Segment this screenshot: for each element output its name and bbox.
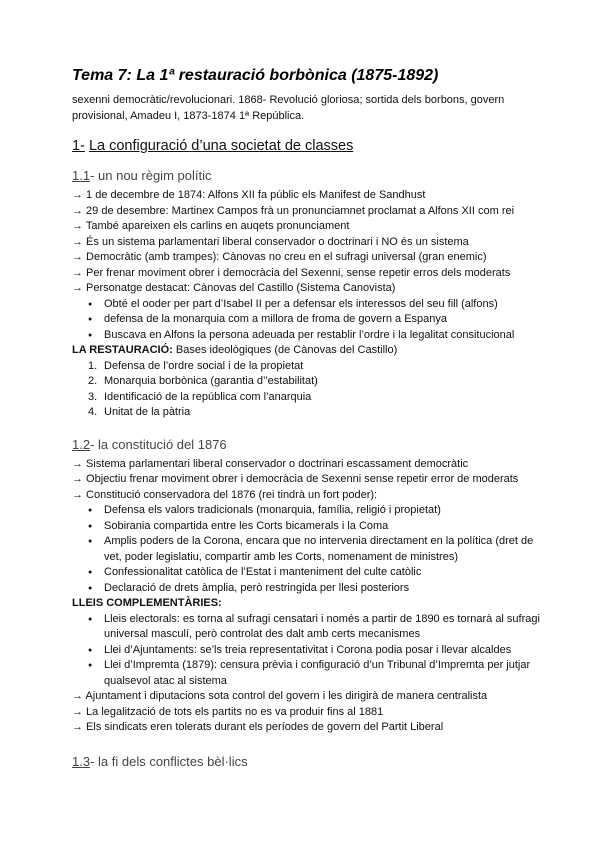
arrow-line: → Objectiu frenar moviment obrer i democràcia de Sexenni sense repetir error de moderats bbox=[72, 473, 519, 485]
section-1-heading bbox=[72, 137, 542, 155]
numbered-item bbox=[72, 390, 542, 406]
arrow-line: → Ajuntament i diputacions sota control del govern i les dirigirà de manera centralista bbox=[72, 690, 488, 702]
subsection-1-3-title: - la fi dels conflictes bèl·lics bbox=[90, 753, 248, 769]
arrow-line: → És un sistema parlamentari liberal conservador o doctrinari i NO és un sistema bbox=[72, 235, 469, 248]
subsection-1-3-heading bbox=[72, 754, 542, 770]
subsection-1-1-body bbox=[72, 188, 542, 421]
item-text: Unitat de la pàtria bbox=[104, 406, 191, 418]
bullet-item: ● Obté el ooder per part d’Isabel II per a defensar els interessos del seu fill (alfons) bbox=[72, 297, 542, 313]
bullet-item: ● Buscava en Alfons la persona adeuada per restablir l’ordre i la legalitat consitucional bbox=[72, 328, 542, 344]
subsection-1-3-number: 1.3 bbox=[72, 753, 91, 769]
subsection-1-2-title: - la constitució del 1876 bbox=[90, 436, 227, 452]
item-number: 4. bbox=[88, 406, 98, 418]
arrow-line: → Personatge destacat: Cànovas del Castillo (Sistema Canovista) bbox=[72, 282, 396, 294]
bullet-item: ● Sobirania compartida entre les Corts bicamerals i la Coma bbox=[72, 519, 542, 535]
subsection-1-2-heading bbox=[72, 437, 542, 453]
bullet-item: ● Defensa els valors tradicionals (monarquia, família, religió i propietat) bbox=[72, 503, 542, 519]
bullet-item: ● Llei d’Impremta (1879): censura prèvia i configuració d’un Tribunal d’Impremta per jutjar qualsevol atac al sistema bbox=[72, 658, 542, 689]
bullet-item: ● Amplis poders de la Corona, encara que no intervenia directament en la política (dret de vet, poder legislatiu, compartir amb les Corts, nomenament de ministres) bbox=[72, 534, 542, 565]
bullet-item: ● Lleis electorals: es torna al sufragi censatari i només a partir de 1890 es tornarà al sufragi universal masculí, però controlat des dalt amb certs mecanismes bbox=[72, 612, 542, 643]
bullet-item: ● Declaració de drets àmplia, però restringida per llesi posteriors bbox=[72, 581, 542, 597]
arrow-line: → 29 de desembre: Martinex Campos frà un pronunciamnet proclamat a Alfons XII com rei bbox=[72, 204, 515, 217]
item-text: Monarquia borbònica (garantia d’’estabilitat) bbox=[104, 375, 318, 387]
arrow-line: → També apareixen els carlins en auqets pronunciament bbox=[72, 220, 350, 232]
bullet-item: ● defensa de la monarquia com a millora de froma de govern a Espanya bbox=[72, 312, 542, 328]
bullet-item: ● Confessionalitat catòlica de l’Estat i manteniment del culte catòlic bbox=[72, 565, 542, 581]
restauracio-label: LA RESTAURACIÓ: bbox=[72, 344, 173, 356]
item-number: 2. bbox=[88, 375, 98, 387]
document-title: Tema 7: La 1ª restauració borbònica (1875-1892) bbox=[72, 67, 439, 84]
section-1-title: La configuració d’una societat de classes bbox=[88, 138, 354, 154]
numbered-item bbox=[72, 405, 542, 421]
numbered-item bbox=[72, 359, 542, 375]
numbered-item bbox=[72, 374, 542, 390]
item-text: Defensa de l’ordre social i de la propietat bbox=[104, 359, 304, 372]
lleis-label: LLEIS COMPLEMENTÀRIES: bbox=[72, 597, 222, 609]
arrow-line: → Els sindicats eren tolerats durant els períodes de govern del Partit Liberal bbox=[72, 721, 444, 733]
section-1-number: 1- bbox=[72, 138, 85, 154]
arrow-line: → Constitució conservadora del 1876 (rei tindrà un fort poder): bbox=[72, 488, 378, 501]
item-number: 3. bbox=[88, 390, 98, 403]
document-page bbox=[72, 66, 542, 770]
intro-paragraph: sexenni democràtic/revolucionari. 1868- Revolució gloriosa; sortida dels borbons, govern provisional, Amadeu I, 1873-1874 1ª República. bbox=[72, 94, 505, 122]
restauracio-text: Bases ideològiques (de Cànovas del Castillo) bbox=[172, 344, 398, 356]
arrow-line: → Sistema parlamentari liberal conservador o doctrinari escassament democràtic bbox=[72, 457, 469, 470]
subsection-1-1-title: - un nou règim polític bbox=[90, 168, 212, 183]
arrow-line: → Democràtic (amb trampes): Cànovas no creu en el sufragi universal (gran enemic) bbox=[72, 251, 487, 263]
subsection-1-2-number: 1.2 bbox=[72, 436, 91, 452]
arrow-line: → Per frenar moviment obrer i democràcia del Sexenni, sense repetir erros dels moderats bbox=[72, 266, 511, 279]
subsection-1-1-heading bbox=[72, 168, 542, 184]
subsection-1-2-body bbox=[72, 457, 542, 736]
arrow-line: → 1 de decembre de 1874: Alfons XII fa públic els Manifest de Sandhust bbox=[72, 189, 426, 201]
restauracio-line bbox=[72, 343, 542, 359]
subsection-1-1-number: 1.1 bbox=[72, 168, 91, 183]
item-number: 1. bbox=[88, 359, 98, 372]
bullet-item: ● Llei d’Ajuntaments: se’ls treia representativitat i Corona podia posar i llevar alcaldes bbox=[72, 643, 542, 659]
item-text: Identificació de la república com l’anarquia bbox=[104, 390, 312, 403]
arrow-line: → La legalització de tots els partits no es va produir fins al 1881 bbox=[72, 705, 384, 718]
